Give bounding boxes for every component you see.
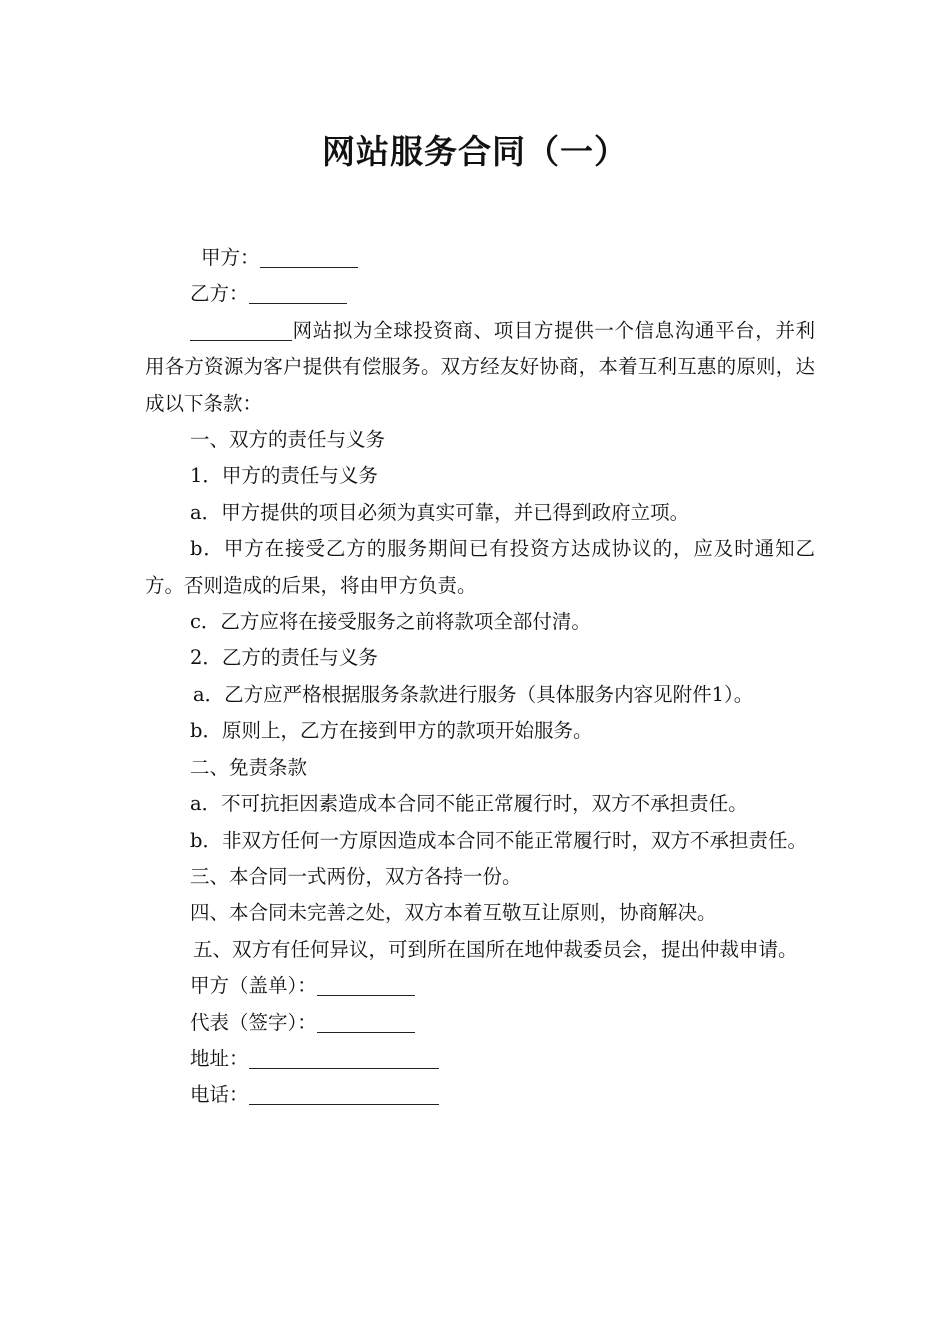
party-a-blank bbox=[260, 245, 358, 268]
party-b-blank bbox=[249, 281, 347, 304]
clause-item: a．不可抗拒因素造成本合同不能正常履行时，双方不承担责任。 bbox=[190, 792, 748, 816]
intro-paragraph bbox=[145, 313, 815, 422]
clause-item: a．乙方应严格根据服务条款进行服务（具体服务内容见附件1）。 bbox=[193, 682, 754, 706]
phone-label: 电话： bbox=[190, 1083, 249, 1107]
clause-item: b．非双方任何一方原因造成本合同不能正常履行时，双方不承担责任。 bbox=[190, 828, 807, 852]
document-title: 网站服务合同（一） bbox=[322, 132, 628, 171]
clause-item: b．原则上，乙方在接到甲方的款项开始服务。 bbox=[190, 719, 593, 743]
rep-blank bbox=[317, 1010, 415, 1033]
clause-item: c．乙方应将在接受服务之前将款项全部付清。 bbox=[190, 610, 591, 634]
phone-blank bbox=[249, 1082, 439, 1105]
clause-heading: 一、双方的责任与义务 bbox=[190, 428, 386, 452]
seal-label: 甲方（盖单）： bbox=[190, 974, 317, 998]
clause-subheading: 1．甲方的责任与义务 bbox=[190, 464, 378, 488]
phone-line bbox=[145, 1077, 815, 1113]
rep-line bbox=[145, 1005, 815, 1041]
clause-item: a．甲方提供的项目必须为真实可靠，并已得到政府立项。 bbox=[190, 500, 690, 524]
clause-subheading: 2．乙方的责任与义务 bbox=[190, 646, 378, 670]
clause-heading: 二、免责条款 bbox=[190, 755, 308, 779]
party-b-line bbox=[145, 276, 815, 312]
address-label: 地址： bbox=[190, 1046, 249, 1070]
intro-text: 网站拟为全球投资商、项目方提供一个信息沟通平台，并利用各方资源为客户提供有偿服务。双方经友好协商，本着互利互惠的原则，达成以下条款： bbox=[145, 318, 815, 415]
website-name-blank bbox=[190, 318, 292, 341]
party-b-label: 乙方： bbox=[190, 282, 249, 306]
seal-blank bbox=[317, 973, 415, 996]
clause-heading: 五、双方有任何异议，可到所在国所在地仲裁委员会，提出仲裁申请。 bbox=[193, 937, 798, 961]
address-line bbox=[145, 1041, 815, 1077]
rep-label: 代表（签字）： bbox=[190, 1010, 317, 1034]
clause-heading: 四、本合同未完善之处，双方本着互敬互让原则，协商解决。 bbox=[190, 901, 717, 925]
party-a-label: 甲方： bbox=[201, 246, 260, 269]
clause-item: b．甲方在接受乙方的服务期间已有投资方达成协议的，应及时通知乙方。否则造成的后果，将由甲方负责。 bbox=[145, 537, 815, 597]
seal-line bbox=[145, 968, 815, 1004]
party-a-line bbox=[145, 240, 815, 276]
clause-heading: 三、本合同一式两份，双方各持一份。 bbox=[190, 864, 522, 888]
address-blank bbox=[249, 1046, 439, 1069]
contract-body bbox=[145, 240, 815, 1114]
